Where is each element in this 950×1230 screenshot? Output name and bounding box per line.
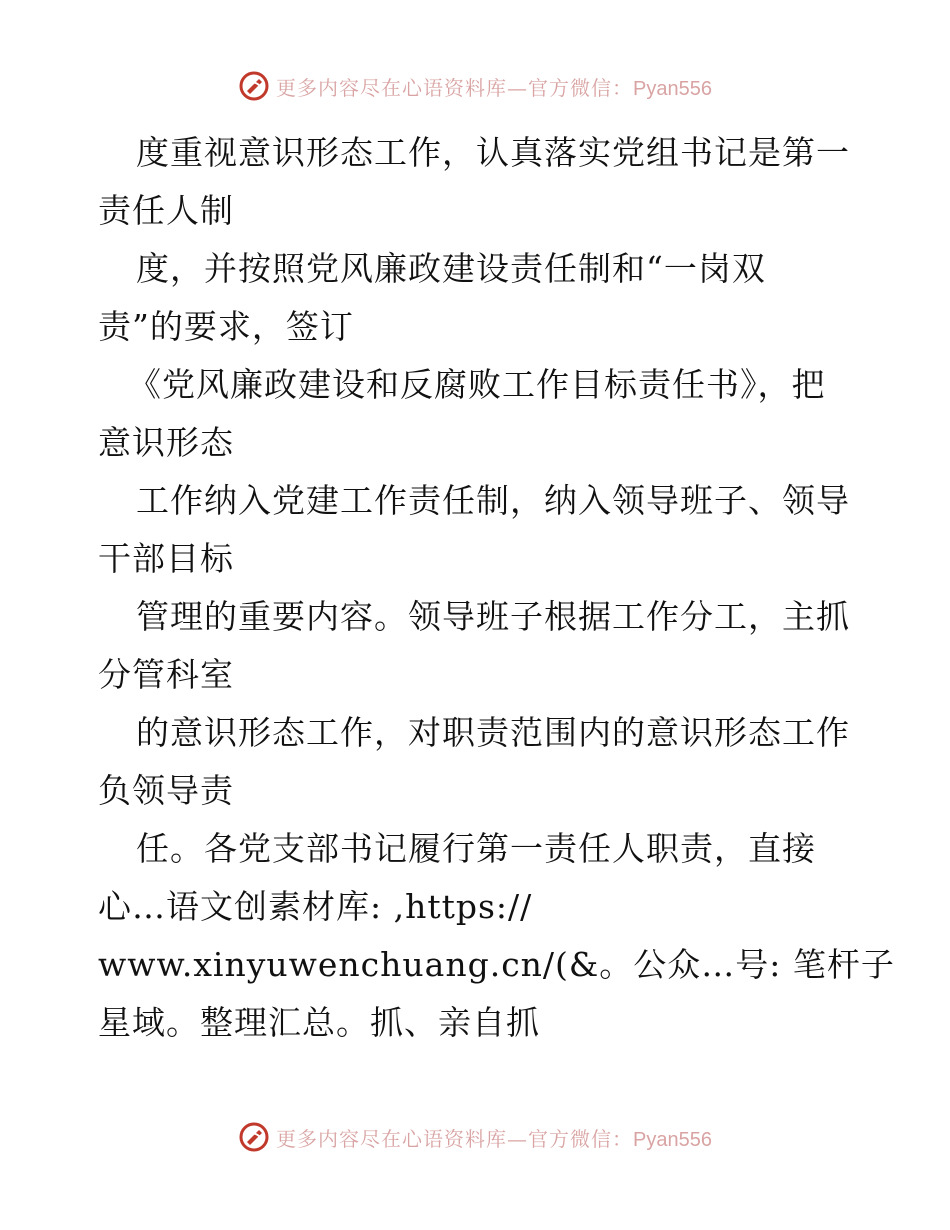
document-line: 度重视意识形态工作，认真落实党组书记是第一: [136, 133, 850, 172]
document-line: 工作纳入党建工作责任制，纳入领导班子、领导: [136, 481, 850, 520]
document-line: 责”的要求，签订: [98, 307, 354, 346]
document-line: 责任人制: [98, 191, 234, 230]
document-line: 分管科室: [98, 655, 234, 694]
footer-banner: [0, 1121, 950, 1153]
document-body: [98, 124, 895, 1052]
document-line: 任。各党支部书记履行第一责任人职责，直接: [136, 829, 816, 868]
document-line: 管理的重要内容。领导班子根据工作分工，主抓: [136, 597, 850, 636]
document-line: www.xinyuwenchuang.cn/(&。公众…号: 笔杆子: [98, 945, 895, 984]
document-line: 心…语文创素材库: ,https://: [98, 887, 533, 926]
document-line: 的意识形态工作，对职责范围内的意识形态工作: [136, 713, 850, 752]
document-line: 星域。整理汇总。抓、亲自抓: [98, 1003, 540, 1042]
document-line: 《党风廉政建设和反腐败工作目标责任书》，把: [128, 365, 826, 404]
document-line: 负领导责: [98, 771, 234, 810]
document-line: 干部目标: [98, 539, 234, 578]
header-banner-id: Pyan556: [633, 77, 712, 100]
footer-banner-id: Pyan556: [633, 1128, 712, 1151]
header-banner-text: 更多内容尽在心语资料库—官方微信：: [276, 75, 634, 100]
library-logo-icon: [238, 70, 270, 102]
header-banner: [0, 70, 950, 102]
footer-banner-text: 更多内容尽在心语资料库—官方微信：: [276, 1126, 634, 1151]
library-logo-icon: [238, 1121, 270, 1153]
document-line: 意识形态: [98, 423, 234, 462]
document-line: 度，并按照党风廉政建设责任制和“一岗双: [136, 249, 766, 288]
